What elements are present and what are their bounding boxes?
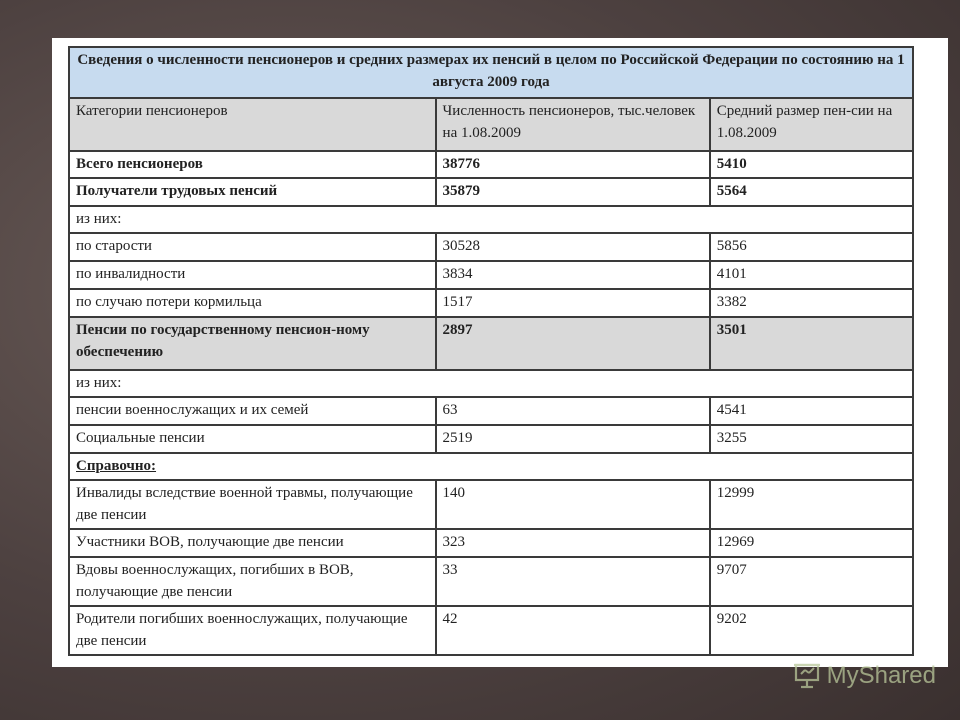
- row-label: Пенсии по государственному пенсион-ному обеспечению: [69, 317, 436, 370]
- table-row: [69, 151, 913, 178]
- row-average: 5410: [710, 151, 913, 178]
- row-label: по старости: [69, 233, 436, 261]
- row-count: 63: [436, 397, 710, 425]
- row-count: 2519: [436, 425, 710, 453]
- presentation-board-icon: [793, 663, 821, 689]
- row-count: 140: [436, 480, 710, 529]
- row-label: Всего пенсионеров: [69, 151, 436, 178]
- table-row: [69, 178, 913, 206]
- row-label: Участники ВОВ, получающие две пенсии: [69, 529, 436, 557]
- table-row: [69, 206, 913, 233]
- row-subheading: из них:: [69, 206, 913, 233]
- table-row: [69, 606, 913, 655]
- table-row: [69, 480, 913, 529]
- row-label: Родители погибших военнослужащих, получающие две пенсии: [69, 606, 436, 655]
- row-average: 4101: [710, 261, 913, 289]
- row-subheading: Справочно:: [69, 453, 913, 480]
- pension-statistics-table: [68, 46, 914, 656]
- table-header-row: [69, 98, 913, 151]
- table-row: [69, 425, 913, 453]
- row-average: 3382: [710, 289, 913, 317]
- row-average: 9202: [710, 606, 913, 655]
- row-subheading: из них:: [69, 370, 913, 397]
- row-average: 12999: [710, 480, 913, 529]
- row-count: 2897: [436, 317, 710, 370]
- table-row: [69, 317, 913, 370]
- row-average: 4541: [710, 397, 913, 425]
- table-title: Сведения о численности пенсионеров и средних размерах их пенсий в целом по Российской Федерации по состоянию на 1 августа 2009 года: [69, 47, 913, 98]
- row-average: 5856: [710, 233, 913, 261]
- row-count: 1517: [436, 289, 710, 317]
- table-row: [69, 529, 913, 557]
- table-row: [69, 261, 913, 289]
- row-average: 5564: [710, 178, 913, 206]
- row-count: 35879: [436, 178, 710, 206]
- row-label: Социальные пенсии: [69, 425, 436, 453]
- row-average: 12969: [710, 529, 913, 557]
- watermark: [793, 662, 936, 690]
- row-count: 323: [436, 529, 710, 557]
- table-row: [69, 397, 913, 425]
- row-average: 3501: [710, 317, 913, 370]
- row-count: 33: [436, 557, 710, 606]
- header-average: Средний размер пен-сии на 1.08.2009: [710, 98, 913, 151]
- table-row: [69, 233, 913, 261]
- row-label: по случаю потери кормильца: [69, 289, 436, 317]
- header-category: Категории пенсионеров: [69, 98, 436, 151]
- row-average: 3255: [710, 425, 913, 453]
- row-count: 30528: [436, 233, 710, 261]
- table-row: [69, 557, 913, 606]
- row-label: по инвалидности: [69, 261, 436, 289]
- row-label: Получатели трудовых пенсий: [69, 178, 436, 206]
- row-count: 42: [436, 606, 710, 655]
- table-row: [69, 453, 913, 480]
- table-row: [69, 289, 913, 317]
- row-count: 38776: [436, 151, 710, 178]
- watermark-text: MyShared: [826, 662, 936, 689]
- slide-panel: [52, 38, 948, 667]
- row-count: 3834: [436, 261, 710, 289]
- table-row: [69, 370, 913, 397]
- table-title-row: [69, 47, 913, 98]
- row-average: 9707: [710, 557, 913, 606]
- row-label: Инвалиды вследствие военной травмы, получающие две пенсии: [69, 480, 436, 529]
- row-label: пенсии военнослужащих и их семей: [69, 397, 436, 425]
- header-count: Численность пенсионеров, тыс.человек на 1.08.2009: [436, 98, 710, 151]
- row-label: Вдовы военнослужащих, погибших в ВОВ, получающие две пенсии: [69, 557, 436, 606]
